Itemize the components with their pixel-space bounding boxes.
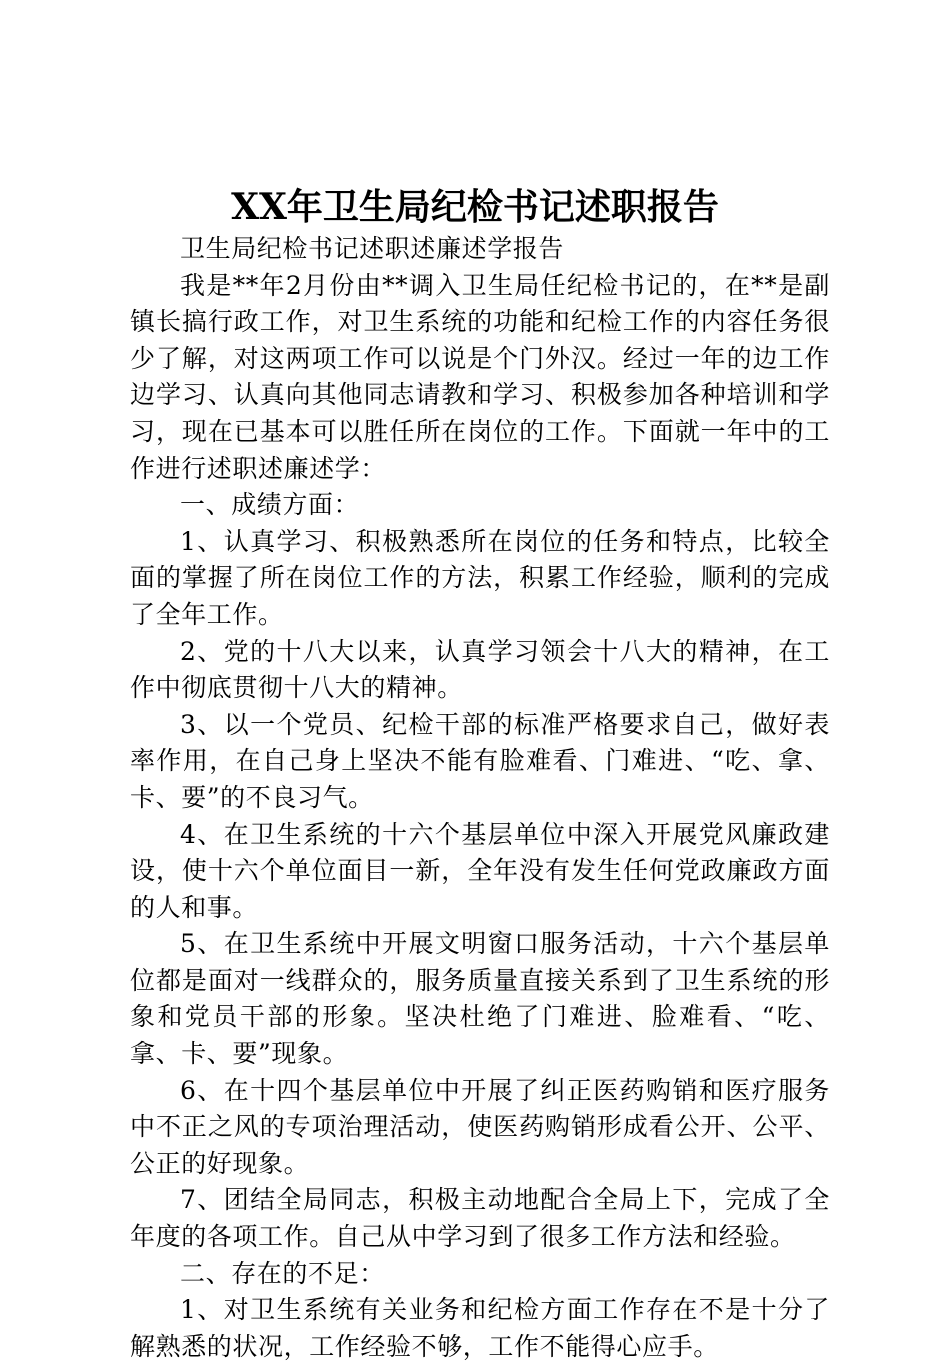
section-heading-shortcomings: 二、存在的不足： xyxy=(180,1258,385,1288)
achievement-item-7: 7、团结全局同志，积极主动地配合全局上下，完成了全年度的各项工作。自己从中学习到了很多工作方法和经验。 xyxy=(130,1185,830,1252)
subtitle-paragraph: 卫生局纪检书记述职述廉述学报告 xyxy=(180,234,565,263)
intro-paragraph: 我是**年2月份由**调入卫生局任纪检书记的，在**是副镇长搞行政工作，对卫生系统的功能和纪检工作的内容任务很少了解，对这两项工作可以说是个门外汉。经过一年的边工作边学习、认真向其他同志请教和学习、积极参加各种培训和学习，现在已基本可以胜任所在岗位的工作。下面就一年中的工作进行述职述廉述学： xyxy=(130,270,830,483)
achievement-item-1: 1、认真学习、积极熟悉所在岗位的任务和特点，比较全面的掌握了所在岗位工作的方法，积累工作经验，顺利的完成了全年工作。 xyxy=(130,526,830,629)
achievement-item-4: 4、在卫生系统的十六个基层单位中深入开展党风廉政建设，使十六个单位面目一新，全年没有发生任何党政廉政方面的人和事。 xyxy=(130,819,830,922)
achievement-item-6: 6、在十四个基层单位中开展了纠正医药购销和医疗服务中不正之风的专项治理活动，使医药购销形成看公开、公平、公正的好现象。 xyxy=(130,1075,830,1178)
achievement-item-5: 5、在卫生系统中开展文明窗口服务活动，十六个基层单位都是面对一线群众的，服务质量直接关系到了卫生系统的形象和党员干部的形象。坚决杜绝了门难进、脸难看、“吃、拿、卡、要”现象。 xyxy=(130,929,830,1069)
achievement-item-3: 3、以一个党员、纪检干部的标准严格要求自己，做好表率作用，在自己身上坚决不能有脸难看、门难进、“吃、拿、卡、要”的不良习气。 xyxy=(130,709,830,812)
shortcoming-item-1: 1、对卫生系统有关业务和纪检方面工作存在不是十分了解熟悉的状况，工作经验不够，工作不能得心应手。 xyxy=(130,1295,830,1361)
section-heading-achievements: 一、成绩方面： xyxy=(180,490,360,520)
achievement-item-2: 2、党的十八大以来，认真学习领会十八大的精神，在工作中彻底贯彻十八大的精神。 xyxy=(130,636,830,703)
document-body xyxy=(130,231,830,1365)
document-title: XX年卫生局纪检书记述职报告 xyxy=(231,186,719,228)
